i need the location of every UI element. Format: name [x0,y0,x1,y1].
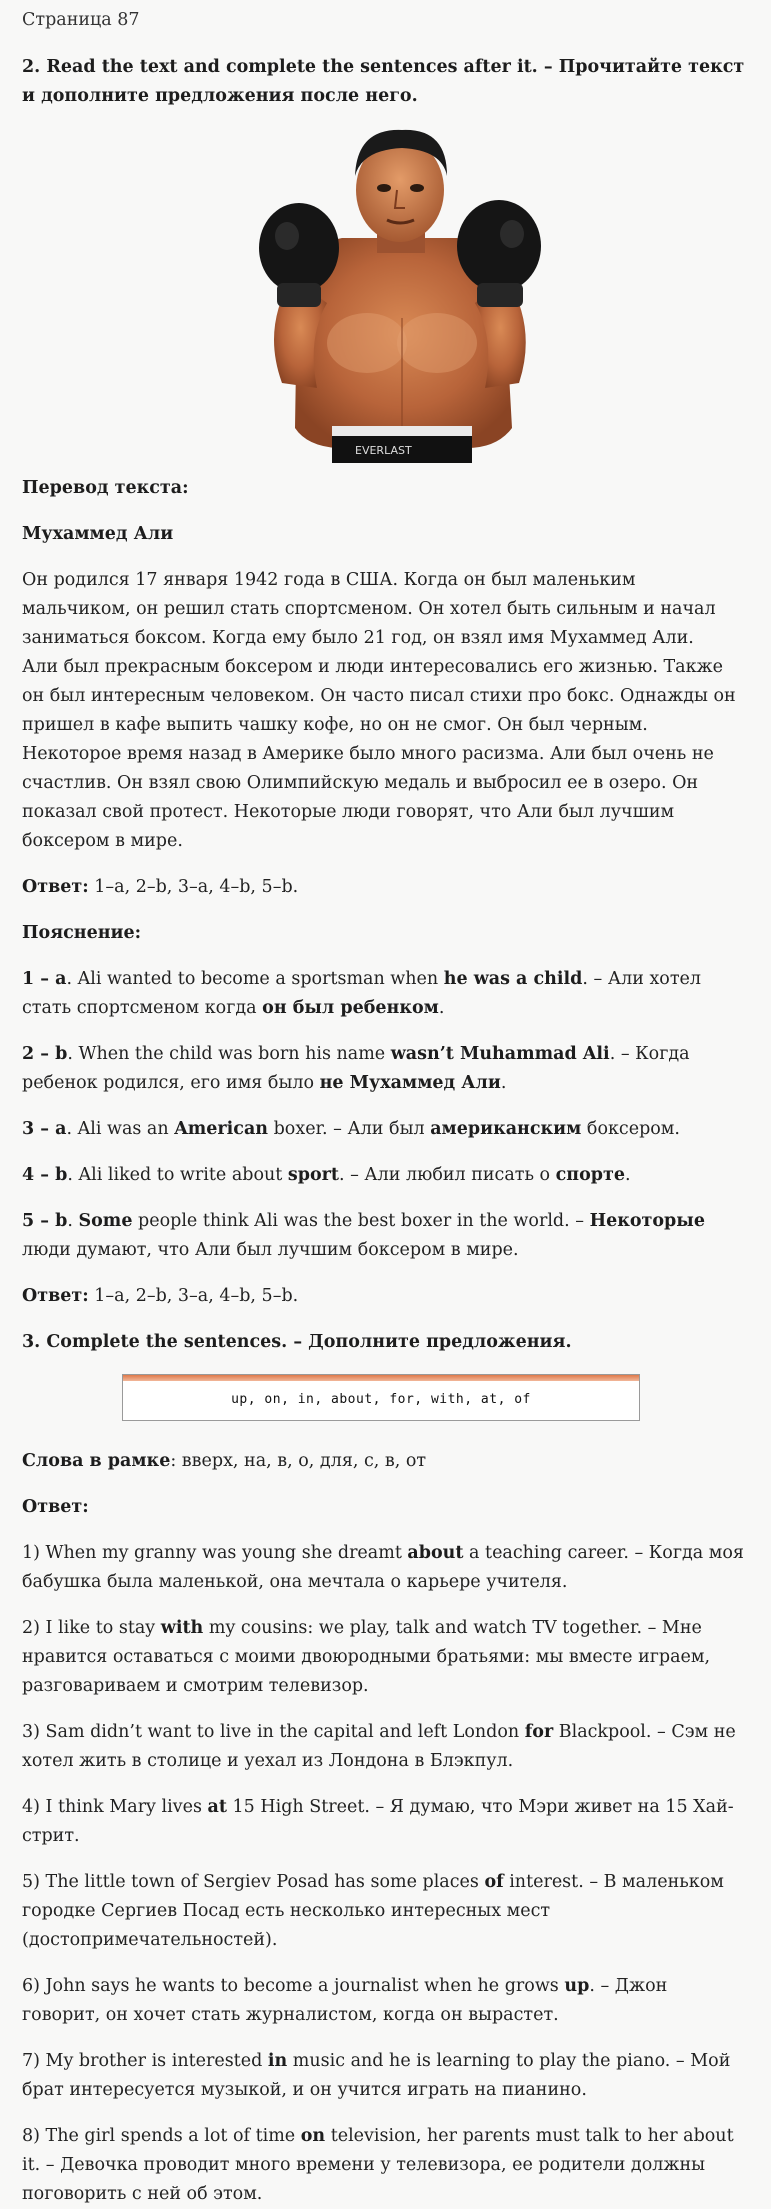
answer-sentence: 7) My brother is interested in music and he is learning to play the piano. – Мой брат интересуется музыкой, и он учится играть на пианино. [22,2051,731,2100]
task3-answer-label: Ответ: [22,1497,89,1517]
answer-sentence: 2) I like to stay with my cousins: we play, talk and watch TV together. – Мне нравится оставаться с моими двоюродными братьями: мы вместе играем, разговариваем и смотрим телевизор. [22,1618,711,1696]
answer-sentence: 1) When my granny was young she dreamt about a teaching career. – Когда моя бабушка была маленькой, она мечтала о карьере учителя. [22,1543,744,1592]
task2-heading: 2. Read the text and complete the sentences after it. – Прочитайте текст и дополните предложения после него. [22,57,745,106]
translation-para-2: Али был прекрасным боксером и люди интересовались его жизнью. Также он был интересным человеком. Он часто писал стихи про бокс. Однажды он пришел в кафе выпить чашку кофе, но он не смог. Он был черным. Некоторое время назад в Америке было много расизма. Али был очень не счастлив. Он взял свою Олимпийскую медаль и выбросил ее в озеро. Он показал свой протест. Некоторые люди говорят, что Али был лучшим боксером в мире. [22,657,736,851]
word-box-top-bar [123,1375,639,1381]
word-box-words: up, on, in, about, for, with, at, of [231,1392,531,1407]
task3-heading: 3. Complete the sentences. – Дополните предложения. [22,1332,572,1352]
answer-sentence: 5) The little town of Sergiev Posad has some places of interest. – В маленьком городке Сергиев Посад есть несколько интересных мест (достопримечательностей). [22,1872,724,1950]
text-title: Мухаммед Али [22,524,174,544]
answer-sentence: 8) The girl spends a lot of time on television, her parents must talk to her about it. – Девочка проводит много времени у телевизора, ее родители должны поговорить с ней об этом. [22,2126,734,2204]
task2-answer-repeat: Ответ: 1–a, 2–b, 3–a, 4–b, 5–b. [22,1286,299,1306]
explanation-label: Пояснение: [22,923,142,943]
answer-sentence: 4) I think Mary lives at 15 High Street. – Я думаю, что Мэри живет на 15 Хай-стрит. [22,1797,734,1846]
boxer-photo-container [22,128,749,468]
translation-text [22,566,749,856]
translation-label: Перевод текста: [22,478,189,498]
words-translation: Слова в рамке: вверх, на, в, о, для, с, в, от [22,1451,427,1471]
explanation-item: 2 – b. When the child was born his name wasn’t Muhammad Ali. – Когда ребенок родился, его имя было не Мухаммед Али. [22,1044,690,1093]
answer-sentence: 3) Sam didn’t want to live in the capital and left London for Blackpool. – Сэм не хотел жить в столице и уехал из Лондона в Блэкпул. [22,1722,736,1771]
answer-sentence: 6) John says he wants to become a journalist when he grows up. – Джон говорит, он хочет стать журналистом, когда он вырастет. [22,1976,668,2025]
explanation-item: 4 – b. Ali liked to write about sport. – Али любил писать о спорте. [22,1165,631,1185]
explanation-item: 5 – b. Some people think Ali was the best boxer in the world. – Некоторые люди думают, что Али был лучшим боксером в мире. [22,1211,705,1260]
task2-answer: Ответ: 1–a, 2–b, 3–a, 4–b, 5–b. [22,877,299,897]
boxer-photo [237,128,562,463]
trunks-text: EVERLAST [355,444,412,457]
explanation-item: 1 – a. Ali wanted to become a sportsman when he was a child. – Али хотел стать спортсменом когда он был ребенком. [22,969,702,1018]
translation-para-1: Он родился 17 января 1942 года в США. Когда он был маленьким мальчиком, он решил стать спортсменом. Он хотел быть сильным и начал заниматься боксом. Когда ему было 21 год, он взял имя Мухаммед Али. [22,570,716,648]
page-number: Страница 87 [22,10,140,30]
word-box [122,1374,640,1421]
explanation-item: 3 – a. Ali was an American boxer. – Али был американским боксером. [22,1119,680,1139]
